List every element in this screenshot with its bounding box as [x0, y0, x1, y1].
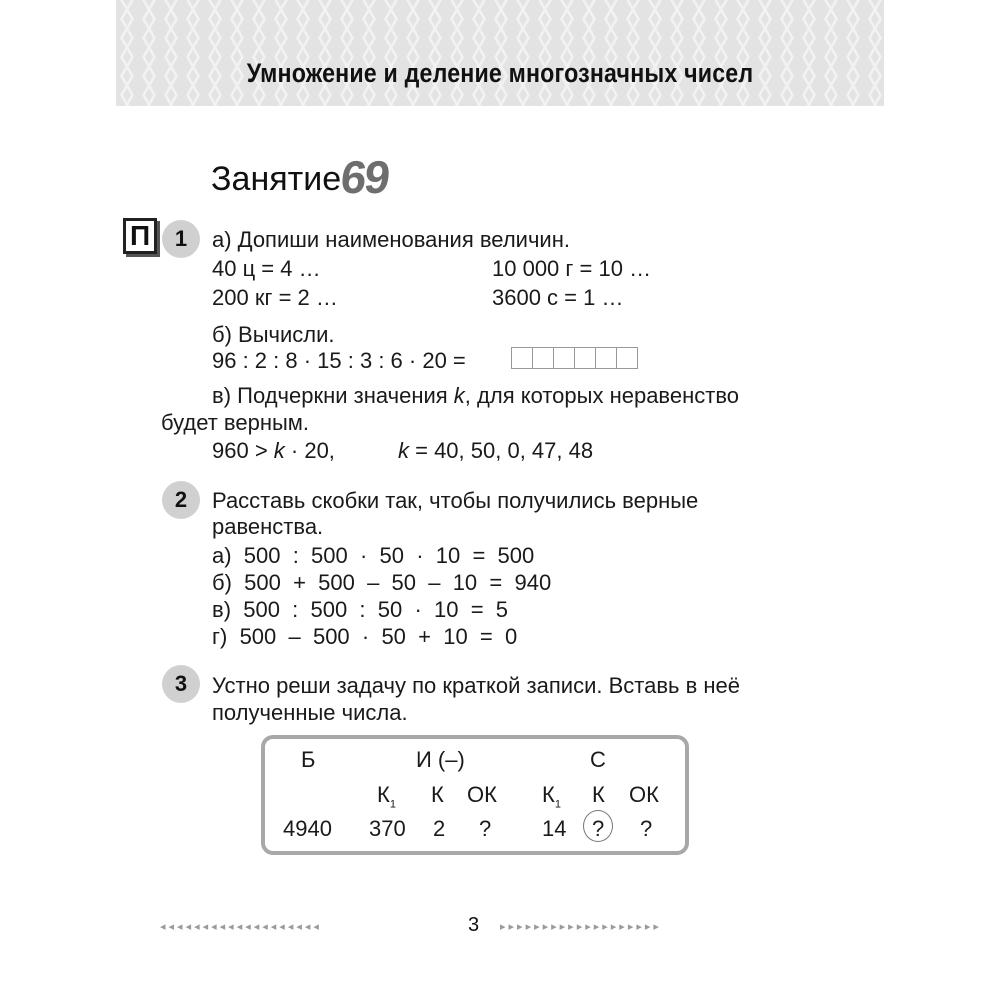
task-1v-inequality [212, 438, 335, 464]
task-1a-row: 3600 с = 1 … [492, 285, 624, 310]
answer-grid[interactable] [511, 347, 637, 369]
label-k1 [542, 782, 561, 810]
subscript-1: 1 [554, 798, 561, 811]
lesson-label: Занятие [211, 160, 342, 198]
task-1v-values [398, 438, 593, 464]
k-letter: К [377, 782, 390, 807]
variable-k: k [273, 438, 285, 463]
task-2-text: равенства. [212, 514, 324, 539]
answer-cell[interactable] [553, 347, 575, 369]
task-1v-text: , для которых неравенство [464, 383, 740, 408]
header-band [116, 0, 884, 106]
value-ok-s: ? [640, 816, 653, 841]
answer-cell[interactable] [532, 347, 554, 369]
value-k-i: 2 [433, 816, 446, 841]
task-1-badge: 1 [162, 220, 200, 258]
answer-cell[interactable] [511, 347, 533, 369]
answer-cell[interactable] [574, 347, 596, 369]
label-k: К [592, 782, 605, 807]
task-1a-title: а) Допиши наименования величин. [212, 227, 570, 252]
task-2-row: б) 500 + 500 – 50 – 10 = 940 [212, 570, 552, 595]
task-3-text: Устно реши задачу по краткой записи. Вставь в неё [212, 673, 740, 698]
variable-k: k [398, 438, 409, 463]
task-1v-title [212, 383, 739, 409]
header-i: И (–) [416, 747, 465, 772]
marker-p-icon: П [123, 218, 157, 254]
task-2-badge: 2 [162, 481, 200, 519]
header-b: Б [301, 747, 316, 772]
page-number: 3 [468, 914, 480, 936]
header-s: С [590, 747, 606, 772]
task-2-row: а) 500 : 500 · 50 · 10 = 500 [212, 543, 535, 568]
task-1a-row: 10 000 г = 10 … [492, 256, 652, 281]
task-3-text: полученные числа. [212, 700, 408, 725]
label-ok: ОК [629, 782, 659, 807]
footer-arrows-left: ◂◂◂◂◂◂◂◂◂◂◂◂◂◂◂◂◂◂◂ [160, 921, 322, 933]
task-1v-text: в) Подчеркни значения [212, 383, 454, 408]
k-letter: К [542, 782, 555, 807]
value-k1-i: 370 [369, 816, 406, 841]
value-b: 4940 [283, 816, 332, 841]
chapter-title: Умножение и деление многозначных чисел [246, 58, 754, 88]
task-3-badge: 3 [162, 665, 200, 703]
value-k-s: ? [592, 816, 605, 841]
variable-k: k [453, 383, 465, 408]
task-1v-title-line2: будет верным. [161, 410, 310, 435]
inequality-right: · 20, [284, 438, 335, 463]
task-2-text: Расставь скобки так, чтобы получились верные [212, 488, 699, 513]
task-1b-title: б) Вычисли. [212, 322, 335, 347]
lesson-number: 69 [338, 151, 391, 203]
task-1b-expression: 96 : 2 : 8 · 15 : 3 : 6 · 20 = [212, 348, 466, 373]
label-ok: ОК [467, 782, 497, 807]
value-ok-i: ? [479, 816, 492, 841]
label-k: К [431, 782, 444, 807]
task-2-row: г) 500 – 500 · 50 + 10 = 0 [212, 624, 518, 649]
value-k1-s: 14 [542, 816, 567, 841]
task-1a-row: 200 кг = 2 … [212, 285, 338, 310]
k-values: = 40, 50, 0, 47, 48 [409, 438, 594, 463]
footer-arrows-right: ▸▸▸▸▸▸▸▸▸▸▸▸▸▸▸▸▸▸▸ [500, 921, 662, 933]
task-2-row: в) 500 : 500 : 50 · 10 = 5 [212, 597, 509, 622]
task-1a-row: 40 ц = 4 … [212, 256, 321, 281]
inequality-left: 960 > [212, 438, 274, 463]
answer-cell[interactable] [595, 347, 617, 369]
answer-cell[interactable] [616, 347, 638, 369]
label-k1 [377, 782, 396, 810]
subscript-1: 1 [389, 798, 396, 811]
